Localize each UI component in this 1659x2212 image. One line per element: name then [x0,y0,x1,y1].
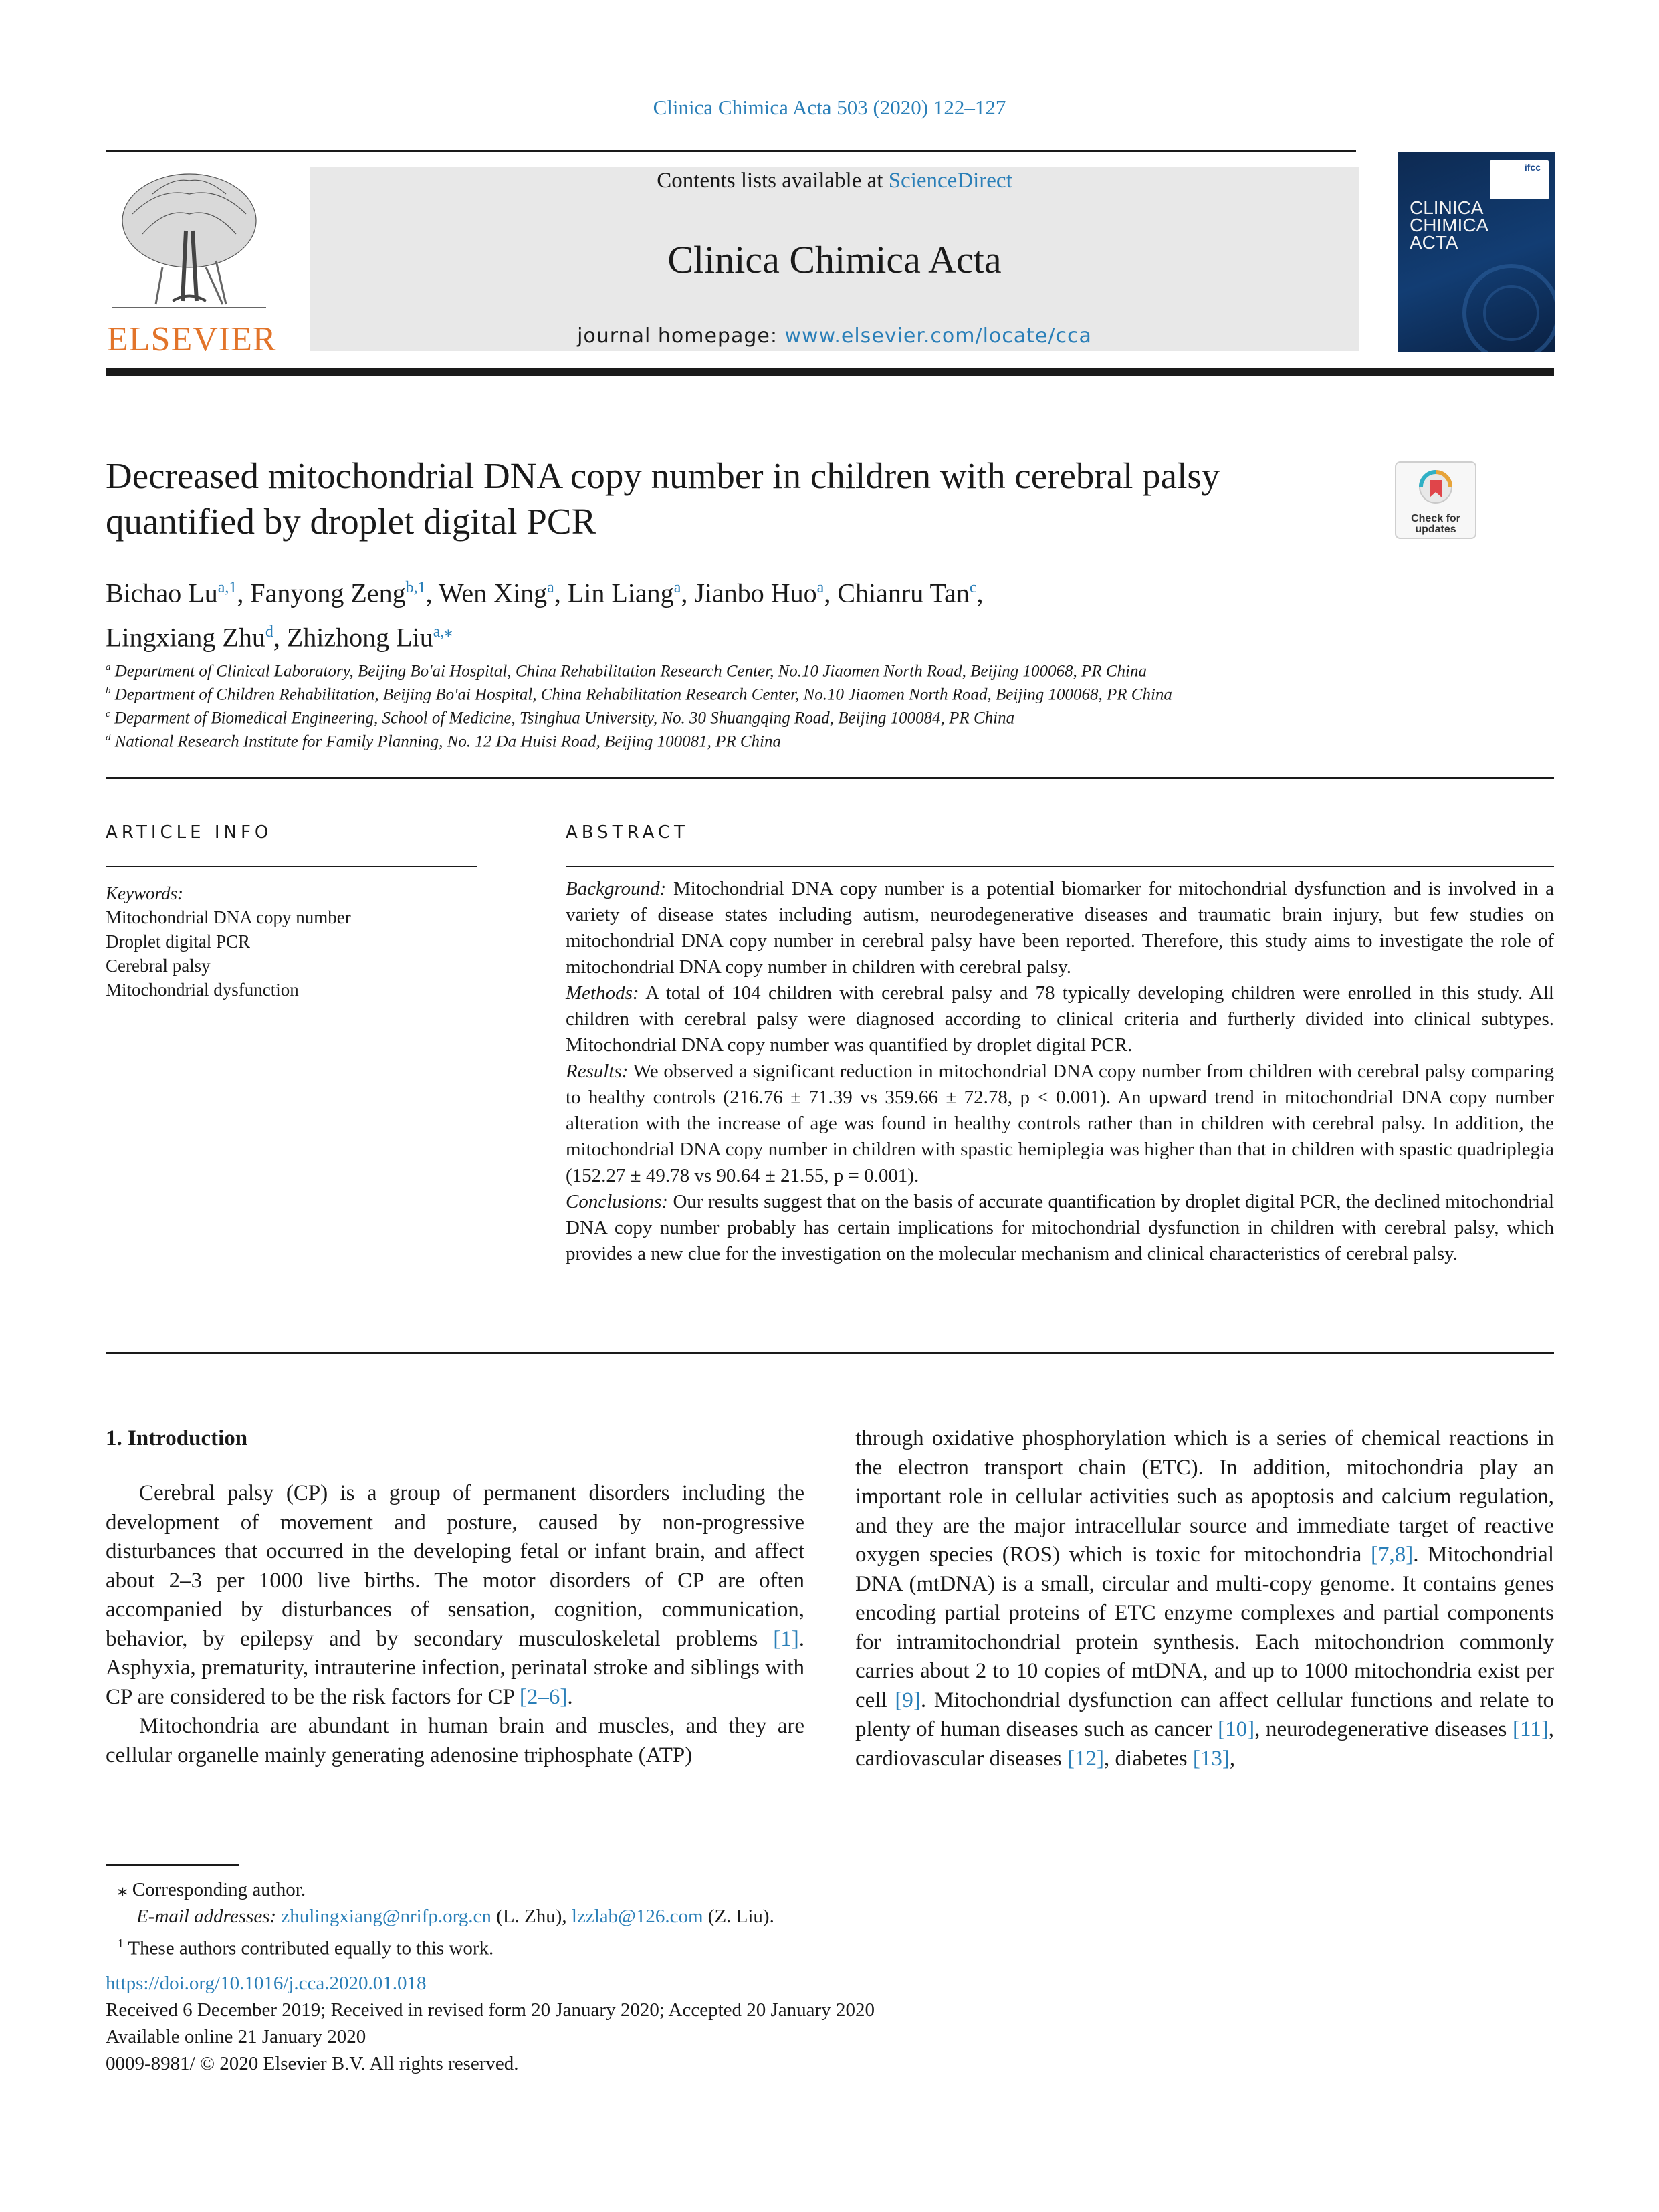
author-separator: , [273,622,287,653]
abstract-methods [566,980,1554,1059]
keyword-item: Droplet digital PCR [106,931,250,952]
equal-contribution-note [106,1930,774,1962]
keyword-item: Cerebral palsy [106,956,211,976]
abstract-text: Our results suggest that on the basis of accurate quantification by droplet digital PCR, the declined mitochondrial DNA copy number probably has certain implications for mitochondrial dysfunction in children with cerebral palsy, which provides a new clue for the investigation on the molecular mechanism and clinical characteristics of cerebral palsy. [566,1191,1554,1264]
footnote-marker: 1 [118,1937,124,1950]
check-for-updates-icon [1418,469,1453,510]
intro-paragraph-2: Mitochondria are abundant in human brain and muscles, and they are cellular organelle mainly generating adenosine triphosphate (ATP) [106,1714,804,1767]
author-line-2 [106,613,1390,657]
author-separator: , [681,578,695,609]
article-info-rule [106,866,477,867]
keywords-label: Keywords: [106,883,183,903]
cover-title-line-1: CLINICA [1410,197,1484,218]
author-name[interactable]: Lin Liang [567,578,674,609]
elsevier-tree-logo [106,167,273,318]
abstract-background [566,876,1554,980]
intro-text: , cardiovascular diseases [855,1717,1555,1771]
affiliation-d [106,732,781,751]
abstract-results [566,1059,1554,1189]
publication-info [106,1970,875,2077]
copyright-line: 0009-8981/ © 2020 Elsevier B.V. All rights reserved. [106,2053,519,2074]
citation-link[interactable]: [13] [1192,1746,1230,1771]
abstract-label: Background: [566,878,667,899]
abstract-heading: ABSTRACT [566,822,689,843]
header-top-rule [106,150,1356,152]
affiliation-marker: c [106,709,110,720]
author-name[interactable]: Jianbo Huo [694,578,817,609]
intro-text: , diabetes [1104,1746,1193,1771]
affiliation-marker: d [106,732,111,743]
abstract-bottom-rule [106,1352,1554,1354]
author-line-1 [106,568,1390,613]
received-dates: Received 6 December 2019; Received in revised form 20 January 2020; Accepted 20 January 2020 [106,1999,875,2021]
intro-text: . Mitochondrial DNA (mtDNA) is a small, circular and multi-copy genome. It contains genes encoding partial proteins of ETC enzyme complexes and partial components for intramitochondrial protein synthesis. Each mitochondrion commonly carries about 2 to 10 copies of mtDNA, and up to 1000 mitochondria exist per cell [855,1543,1554,1712]
author-name[interactable]: Bichao Lu [106,578,218,609]
section-heading-introduction: 1. Introduction [106,1426,248,1450]
sciencedirect-link[interactable]: ScienceDirect [888,169,1012,193]
affiliation-b [106,685,1172,704]
intro-text: . [567,1684,573,1709]
intro-text: , neurodegenerative diseases [1254,1717,1513,1741]
abstract-conclusions [566,1189,1554,1267]
abstract-body [566,876,1554,1267]
journal-reference[interactable]: Clinica Chimica Acta 503 (2020) 122–127 [653,96,1006,119]
author-affiliation-marker[interactable]: a [816,579,824,596]
affiliation-bottom-rule [106,777,1554,779]
affiliation-a [106,662,1147,681]
affiliation-text: Deparment of Biomedical Engineering, School of Medicine, Tsinghua University, No. 30 Shuangqing Road, Beijing 100084, PR China [114,709,1015,728]
intro-text: . Asphyxia, prematurity, intrauterine infection, perinatal stroke and siblings with CP are considered to be the risk factors for CP [106,1626,804,1709]
citation-link[interactable]: [1] [773,1626,799,1651]
cover-title-line-2: CHIMICA [1410,215,1489,235]
intro-text: , [1229,1746,1236,1771]
homepage-prefix: journal homepage: [577,324,785,348]
affiliation-marker: b [106,685,111,696]
elsevier-wordmark: ELSEVIER [107,320,277,358]
email-owner: (Z. Liu). [703,1906,774,1927]
author-name[interactable]: Wen Xing [438,578,548,609]
footnotes-block [106,1876,774,1962]
abstract-label: Results: [566,1061,629,1082]
author-list [106,568,1390,657]
keyword-item: Mitochondrial DNA copy number [106,907,351,927]
email-owner: (L. Zhu), [491,1906,572,1927]
email-line [106,1903,774,1930]
citation-link[interactable]: [2–6] [519,1684,568,1709]
cover-title-line-3: ACTA [1410,232,1458,253]
author-affiliation-marker[interactable]: a [547,579,554,596]
doi-link[interactable]: https://doi.org/10.1016/j.cca.2020.01.018 [106,1973,427,1994]
email-label: E-mail addresses: [136,1906,277,1927]
affiliation-text: Department of Clinical Laboratory, Beijing Bo'ai Hospital, China Rehabilitation Research Center, No.10 Jiaomen North Road, Beijing 100068, PR China [114,662,1147,681]
author-name[interactable]: Fanyong Zeng [250,578,406,609]
article-title [106,453,1390,544]
title-line-2: quantified by droplet digital PCR [106,501,596,542]
journal-cover-thumbnail[interactable] [1398,152,1555,352]
contents-prefix: Contents lists available at [657,169,889,193]
check-for-updates-button[interactable] [1395,461,1476,539]
abstract-label: Conclusions: [566,1191,669,1212]
intro-text: through oxidative phosphorylation which is a series of chemical reactions in the electron transport chain (ETC). In addition, mitochondria play an important role in cellular activities such as apoptosis and calcium regulation, and they are the major intracellular source and immediate target of reactive oxygen species (ROS) which is toxic for mitochondria [855,1426,1554,1567]
available-online: Available online 21 January 2020 [106,2026,366,2048]
cover-title [1410,199,1488,251]
email-link[interactable]: zhulingxiang@nrifp.org.cn [281,1906,491,1927]
contents-line [310,169,1359,193]
abstract-rule [566,866,1554,867]
affiliation-marker: a [106,662,111,673]
header-bottom-rule [106,368,1554,376]
affiliation-text: Department of Children Rehabilitation, Beijing Bo'ai Hospital, China Rehabilitation Research Center, No.10 Jiaomen North Road, Beijing 100068, PR China [114,685,1172,704]
author-separator: , [554,578,568,609]
author-affiliation-marker[interactable]: d [265,623,273,641]
journal-name: Clinica Chimica Acta [667,238,1002,282]
author-affiliation-marker[interactable]: a,1 [217,579,237,596]
author-name[interactable]: Chianru Tan [837,578,970,609]
cover-decoration [1438,259,1555,352]
ifcc-badge-text: ifcc [1524,162,1541,173]
affiliation-text: National Research Institute for Family Planning, No. 12 Da Huisi Road, Beijing 100081, PR China [114,732,781,751]
footnote-rule [106,1864,239,1866]
citation-link[interactable]: [7,8] [1371,1543,1414,1567]
footnote-text: These authors contributed equally to this work. [123,1937,494,1959]
homepage-link[interactable]: www.elsevier.com/locate/cca [784,324,1092,348]
intro-paragraph-1 [106,1479,804,1712]
abstract-text: Mitochondrial DNA copy number is a potential biomarker for mitochondrial dysfunction and is involved in a variety of disease states including autism, neurodegenerative diseases and traumatic brain injury, but few studies on mitochondrial DNA copy number in cerebral palsy have been reported. Therefore, this study aims to investigate the role of mitochondrial DNA copy number in children with cerebral palsy. [566,878,1554,978]
abstract-text: We observed a significant reduction in mitochondrial DNA copy number from children with cerebral palsy comparing to healthy controls (216.76 ± 71.39 vs 359.66 ± 72.78, p < 0.001). An upward trend in mitochondrial DNA copy number alteration with the increase of age was found in healthy controls rather than in children with cerebral palsy. In addition, the mitochondrial DNA copy number in children with spastic hemiplegia was higher than that in children with spastic quadriplegia (152.27 ± 49.78 vs 90.64 ± 21.55, p = 0.001). [566,1061,1554,1186]
author-separator: , [976,578,984,609]
keywords-block [106,881,351,1002]
keyword-item: Mitochondrial dysfunction [106,980,299,1000]
homepage-line [310,324,1359,348]
abstract-text: A total of 104 children with cerebral palsy and 78 typically developing children were enrolled in this study. All children with cerebral palsy were diagnosed according to clinical criteria and furtherly divided into clinical subtypes. Mitochondrial DNA copy number was quantified by droplet digital PCR. [566,982,1554,1056]
intro-text: . Mitochondrial dysfunction can affect cellular functions and relate to plenty of human diseases such as cancer [855,1688,1554,1741]
intro-left-column [106,1479,804,1770]
author-separator: , [425,578,439,609]
citation-link[interactable]: [9] [895,1688,921,1712]
intro-paragraph-3 [855,1424,1554,1773]
author-name[interactable]: Zhizhong Liu [286,622,433,653]
author-affiliation-marker[interactable]: a [673,579,681,596]
intro-text: Cerebral palsy (CP) is a group of permanent disorders including the development of movement and posture, caused by non-progressive disturbances that occurred in the developing fetal or infant brain, and affect about 2–3 per 1000 live births. The motor disorders of CP are often accompanied by disturbances of sensation, cognition, communication, behavior, by epilepsy and by secondary musculoskeletal problems [106,1481,804,1651]
check-label-line-2: updates [1415,524,1456,535]
article-info-heading: ARTICLE INFO [106,822,273,843]
corresponding-author-note: ⁎ Corresponding author. [118,1879,306,1900]
author-affiliation-marker[interactable]: c [969,579,977,596]
author-name[interactable]: Lingxiang Zhu [106,622,265,653]
check-label-line-1: Check for [1411,513,1460,524]
title-line-1: Decreased mitochondrial DNA copy number in children with cerebral palsy [106,455,1220,496]
author-separator: , [237,578,251,609]
author-affiliation-marker[interactable]: a,⁎ [433,623,453,641]
intro-right-column [855,1424,1554,1773]
citation-link[interactable]: [12] [1067,1746,1105,1771]
affiliation-c [106,709,1014,728]
email-link[interactable]: lzzlab@126.com [571,1906,703,1927]
citation-link[interactable]: [10] [1218,1717,1255,1741]
citation-link[interactable]: [11] [1513,1717,1549,1741]
author-separator: , [824,578,838,609]
abstract-label: Methods: [566,982,639,1004]
author-affiliation-marker[interactable]: b,1 [405,579,426,596]
check-for-updates-label [1396,514,1475,535]
